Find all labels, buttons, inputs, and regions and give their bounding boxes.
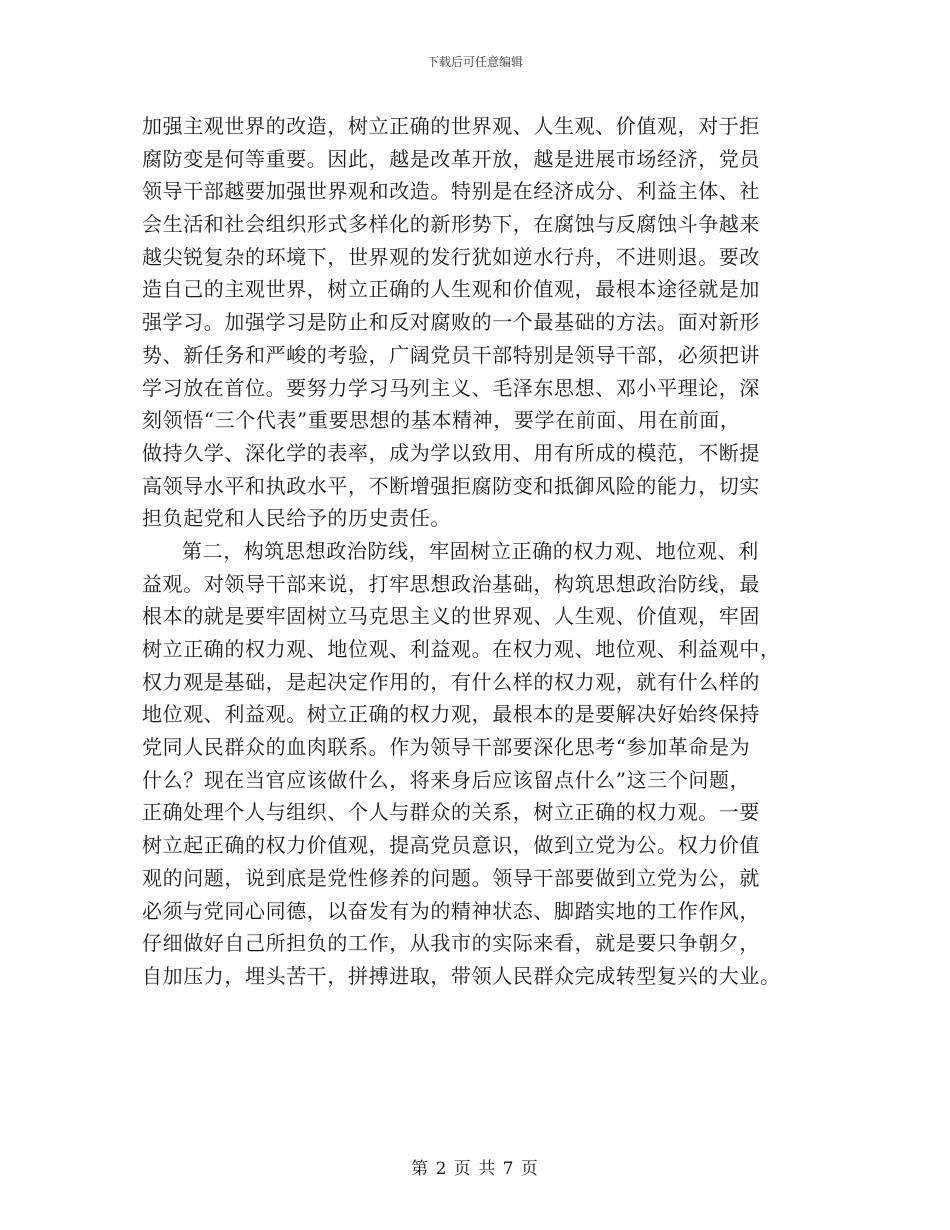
text-line: 做持久学、深化学的表率，成为学以致用、用有所成的模范，不断提: [142, 440, 760, 465]
paragraph-1: [142, 110, 810, 535]
text-line: 自加压力，埋头苦干，拼搏进取，带领人民群众完成转型复兴的大业。: [142, 963, 781, 988]
text-line: 树立起正确的权力价值观，提高党员意识，做到立党为公。权力价值: [142, 833, 760, 858]
text-line-first: 第二，构筑思想政治防线，牢固树立正确的权力观、地位观、利: [182, 538, 759, 563]
text-line: 树立正确的权力观、地位观、利益观。在权力观、地位观、利益观中，: [142, 637, 781, 661]
text-line: 势、新任务和严峻的考验，广阔党员干部特别是领导干部，必须把讲: [142, 342, 760, 367]
text-line: 越尖锐复杂的环境下，世界观的发行犹如逆水行舟，不进则退。要改: [142, 244, 760, 269]
page-header: 下载后可任意编辑: [426, 55, 523, 69]
text-line: 根本的就是要牢固树立马克思主义的世界观、人生观、价值观，牢固: [142, 604, 760, 629]
text-line: 益观。对领导干部来说，打牢思想政治基础，构筑思想政治防线，最: [142, 571, 760, 596]
text-line: 观的问题，说到底是党性修养的问题。领导干部要做到立党为公，就: [142, 865, 760, 890]
text-line: 什么？现在当官应该做什么，将来身后应该留点什么”这三个问题，: [142, 767, 751, 792]
text-line: 高领导水平和执政水平，不断增强拒腐防变和抵御风险的能力，切实: [142, 473, 760, 498]
text-line: 刻领悟“三个代表”重要思想的基本精神，要学在前面、用在前面，: [142, 408, 741, 433]
text-line: 地位观、利益观。树立正确的权力观，最根本的是要解决好始终保持: [142, 702, 760, 727]
text-line: 加强主观世界的改造，树立正确的世界观、人生观、价值观，对于拒: [142, 114, 760, 138]
text-line: 必须与党同心同德，以奋发有为的精神状态、脚踏实地的工作作风，: [142, 898, 760, 923]
text-line: 权力观是基础，是起决定作用的，有什么样的权力观，就有什么样的: [142, 669, 760, 694]
text-line: 正确处理个人与组织、个人与群众的关系，树立正确的权力观。一要: [142, 800, 760, 825]
text-line: 腐防变是何等重要。因此，越是改革开放，越是进展市场经济，党员: [142, 146, 760, 171]
text-line: 党同人民群众的血肉联系。作为领导干部要深化思考“参加革命是为: [142, 735, 751, 760]
text-line: 担负起党和人民给予的历史责任。: [142, 506, 451, 531]
paragraph-2: [142, 535, 810, 993]
page-number: 第 2 页 共 7 页: [411, 1159, 539, 1179]
text-line: 仔细做好自己所担负的工作，从我市的实际来看，就是要只争朝夕，: [142, 931, 760, 956]
text-line: 造自己的主观世界，树立正确的人生观和价值观，最根本途径就是加: [142, 277, 760, 302]
text-line: 学习放在首位。要努力学习马列主义、毛泽东思想、邓小平理论，深: [142, 375, 760, 400]
text-line: 强学习。加强学习是防止和反对腐败的一个最基础的方法。面对新形: [142, 310, 760, 335]
text-line: 领导干部越要加强世界观和改造。特别是在经济成分、利益主体、社: [142, 179, 760, 204]
text-line: 会生活和社会组织形式多样化的新形势下，在腐蚀与反腐蚀斗争越来: [142, 212, 760, 237]
document-body: [142, 110, 810, 993]
